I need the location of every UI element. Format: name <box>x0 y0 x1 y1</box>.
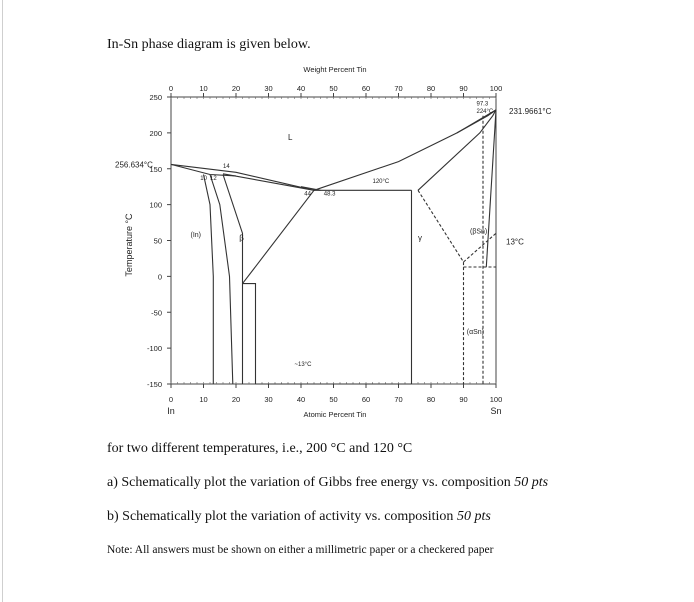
top-tick-label: 10 <box>199 84 208 93</box>
comp-10-label: 10 <box>200 176 207 183</box>
sn-edge-line <box>486 110 496 267</box>
page-title: In-Sn phase diagram is given below. <box>107 37 311 52</box>
beta-solidus <box>223 174 314 191</box>
bottom-tick-label: 70 <box>394 395 403 404</box>
diagram-axes <box>167 93 496 388</box>
transformation-temp-label: 13°C <box>506 237 524 247</box>
question-intro <box>107 441 412 457</box>
top-tick-label: 0 <box>168 84 174 93</box>
bottom-tick-label: 60 <box>361 395 371 404</box>
gamma-label: γ <box>418 233 422 243</box>
question-intro-text: for two different temperatures, i.e., 200 °C and 120 °C <box>107 441 413 456</box>
sn-224-label: 224°C <box>476 108 494 115</box>
bottom-tick-label: 90 <box>459 395 468 404</box>
left-melting-point-label: 256.634°C <box>115 160 153 170</box>
eutectic-comp-left: 44 <box>304 191 311 198</box>
top-tick-label: 100 <box>489 84 503 93</box>
y-tick-label: -100 <box>146 344 162 354</box>
top-tick-label: 40 <box>296 84 306 93</box>
y-tick-label: 150 <box>149 164 162 174</box>
y-tick-label: -150 <box>146 380 162 389</box>
question-a-text: a) Schematically plot the variation of Gibbs free energy vs. composition <box>107 475 511 490</box>
y-tick-label: 50 <box>153 236 162 246</box>
low-temp-label: ~13°C <box>294 362 312 369</box>
beta-label: β <box>239 233 244 243</box>
bottom-tick-label: 30 <box>264 395 273 404</box>
comp-14-label: 14 <box>223 164 230 171</box>
gamma-sn-boundary <box>418 190 464 384</box>
beta-sn-label: (βSn) <box>470 228 488 236</box>
right-melting-point-label: 231.9661°C <box>509 106 552 116</box>
bottom-tick-label: 100 <box>489 395 503 404</box>
y-tick-label: 200 <box>149 128 162 138</box>
sn-diagonal <box>464 233 497 262</box>
note-text: Note: All answers must be shown on either a millimetric paper or a checkered paper <box>107 544 494 556</box>
bottom-end-label-in: In <box>167 406 175 416</box>
eutectic-comp-right: 48.3 <box>323 191 336 198</box>
y-tick-label: -50 <box>151 308 162 318</box>
sn-973-label: 97.3 <box>476 101 489 108</box>
question-b-points: 50 pts <box>456 509 491 524</box>
bottom-end-label-sn: Sn <box>490 406 502 416</box>
y-tick-label: 0 <box>157 272 162 282</box>
top-tick-label: 80 <box>426 84 436 93</box>
top-tick-label: 90 <box>459 84 468 93</box>
beta-corner <box>243 284 256 384</box>
bottom-tick-label: 0 <box>168 395 174 404</box>
question-a <box>107 475 548 491</box>
beta-right-boundary <box>243 190 315 283</box>
liquid-label: L <box>288 133 293 143</box>
alpha-sn-label: (αSn) <box>466 328 485 336</box>
in-phase-label: (In) <box>190 231 201 239</box>
phase-boundaries <box>171 110 496 384</box>
in-solvus <box>204 175 214 385</box>
bottom-tick-label: 80 <box>426 395 436 404</box>
beta-left-inner <box>223 175 243 385</box>
top-tick-label: 70 <box>394 84 403 93</box>
question-b-text: b) Schematically plot the variation of activity vs. composition <box>107 509 454 524</box>
liquidus-right <box>314 110 496 190</box>
plot-frame <box>171 97 496 384</box>
comp-12-label: 12 <box>210 176 217 183</box>
top-tick-label: 20 <box>231 84 241 93</box>
solidus-right <box>418 110 496 190</box>
bottom-tick-label: 50 <box>329 395 338 404</box>
bottom-tick-label: 20 <box>231 395 241 404</box>
eutectic-temp-label: 120°C <box>372 179 390 186</box>
y-axis-label: Temperature °C <box>124 213 134 277</box>
bottom-tick-label: 40 <box>296 395 306 404</box>
top-axis-label: Weight Percent Tin <box>303 65 367 74</box>
y-tick-label: 100 <box>149 200 162 210</box>
bottom-tick-label: 10 <box>199 395 208 404</box>
top-tick-label: 30 <box>264 84 273 93</box>
y-tick-label: 250 <box>149 93 162 102</box>
bottom-axis-label: Atomic Percent Tin <box>303 410 367 419</box>
top-tick-label: 60 <box>361 84 371 93</box>
question-b <box>107 509 491 525</box>
question-a-points: 50 pts <box>514 475 549 490</box>
top-tick-label: 50 <box>329 84 338 93</box>
